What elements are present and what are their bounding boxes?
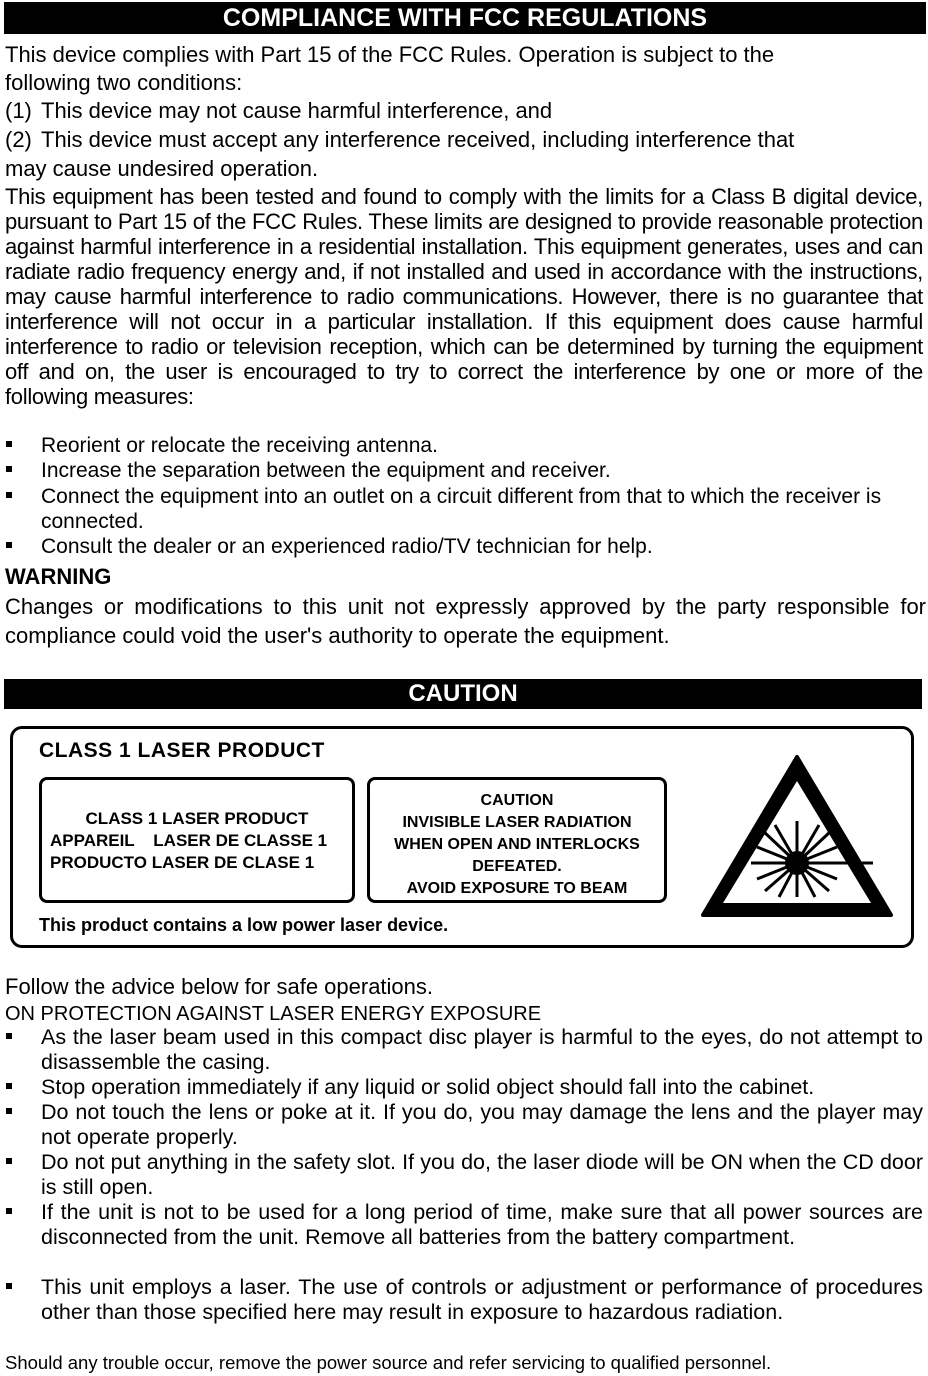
condition-number: (2)	[5, 127, 32, 152]
laser-warning-label	[10, 726, 914, 948]
condition-text: This device must accept any interference received, including interference that	[41, 127, 795, 152]
caution-title: CAUTION	[408, 680, 518, 707]
laser-hazard-icon	[697, 751, 897, 921]
laser-protection-subheading: ON PROTECTION AGAINST LASER ENERGY EXPOSURE	[5, 1003, 542, 1025]
service-footer: Should any trouble occur, remove the power source and refer servicing to qualified personnel.	[5, 1352, 772, 1373]
bullet-square-icon	[6, 1158, 12, 1164]
bullet-square-icon	[6, 1033, 12, 1039]
bullet-square-icon	[6, 1208, 12, 1214]
laser-safety-item: Do not touch the lens or poke at it. If you do, you may damage the lens and the player may not operate properly.	[5, 1100, 923, 1150]
laser-class-box: CLASS 1 LASER PRODUCT APPAREIL LASER DE CLASSE 1 PRODUCTO LASER DE CLASE 1	[39, 777, 355, 903]
bullet-square-icon	[6, 441, 12, 447]
fcc-paragraph: This equipment has been tested and found to comply with the limits for a Class B digital device, pursuant to Part 15 of the FCC Rules. These limits are designed to provide reasonable protection against harmful interference in a residential installation. This equipment generates, uses and can radiate radio frequency energy and, if not installed and used in accordance with the instructions, may cause harmful interference to radio communications. However, there is no guarantee that interference will not occur in a particular installation. If this equipment does cause harmful interference to radio or television reception, which can be determined by turning the equipment off and on, the user is encouraged to try to correct the interference by one or more of the following measures:	[5, 184, 923, 409]
laser-safety-item: Stop operation immediately if any liquid or solid object should fall into the cabinet.	[5, 1075, 923, 1100]
bullet-square-icon	[6, 492, 12, 498]
fcc-intro-line2: following two conditions:	[5, 70, 243, 95]
laser-safety-item: Do not put anything in the safety slot. If you do, the laser diode will be ON when the CD door is still open.	[5, 1150, 923, 1200]
laser-caution-box: CAUTION INVISIBLE LASER RADIATION WHEN OPEN AND INTERLOCKS DEFEATED. AVOID EXPOSURE TO BEAM	[367, 777, 667, 903]
measure-item: Consult the dealer or an experienced radio/TV technician for help.	[5, 534, 923, 559]
fcc-condition-1	[5, 97, 552, 125]
condition-text: This device may not cause harmful interference, and	[41, 98, 553, 123]
fcc-condition-2	[5, 126, 794, 154]
measure-item: Reorient or relocate the receiving antenna.	[5, 433, 923, 458]
caution-title-bar	[4, 679, 922, 709]
laser-safety-item: If the unit is not to be used for a long period of time, make sure that all power sources are disconnected from the unit. Remove all batteries from the battery compartment.	[5, 1200, 923, 1250]
measure-item: Connect the equipment into an outlet on a circuit different from that to which the receiver is connected.	[5, 484, 885, 534]
laser-safety-item: As the laser beam used in this compact disc player is harmful to the eyes, do not attempt to disassemble the casing.	[5, 1025, 923, 1075]
bullet-square-icon	[6, 542, 12, 548]
bullet-square-icon	[6, 1083, 12, 1089]
warning-text: Changes or modifications to this unit not expressly approved by the party responsible for compliance could void the user's authority to operate the equipment.	[5, 594, 926, 648]
condition-number: (1)	[5, 98, 32, 123]
bullet-square-icon	[6, 1283, 12, 1289]
bullet-square-icon	[6, 1108, 12, 1114]
bullet-square-icon	[6, 466, 12, 472]
laser-safety-item: This unit employs a laser. The use of controls or adjustment or performance of procedures other than those specified here may result in exposure to hazardous radiation.	[5, 1275, 923, 1325]
laser-label-footer: This product contains a low power laser device.	[39, 915, 449, 935]
warning-title: WARNING	[5, 564, 112, 589]
measure-item: Increase the separation between the equipment and receiver.	[5, 458, 923, 483]
laser-label-header: CLASS 1 LASER PRODUCT	[39, 739, 325, 762]
fcc-title: COMPLIANCE WITH FCC REGULATIONS	[222, 4, 708, 32]
advice-text: Follow the advice below for safe operations.	[5, 974, 434, 999]
fcc-condition-2-cont: may cause undesired operation.	[5, 156, 319, 181]
fcc-intro-line1: This device complies with Part 15 of the FCC Rules. Operation is subject to the	[5, 42, 775, 67]
fcc-title-bar	[4, 2, 926, 34]
